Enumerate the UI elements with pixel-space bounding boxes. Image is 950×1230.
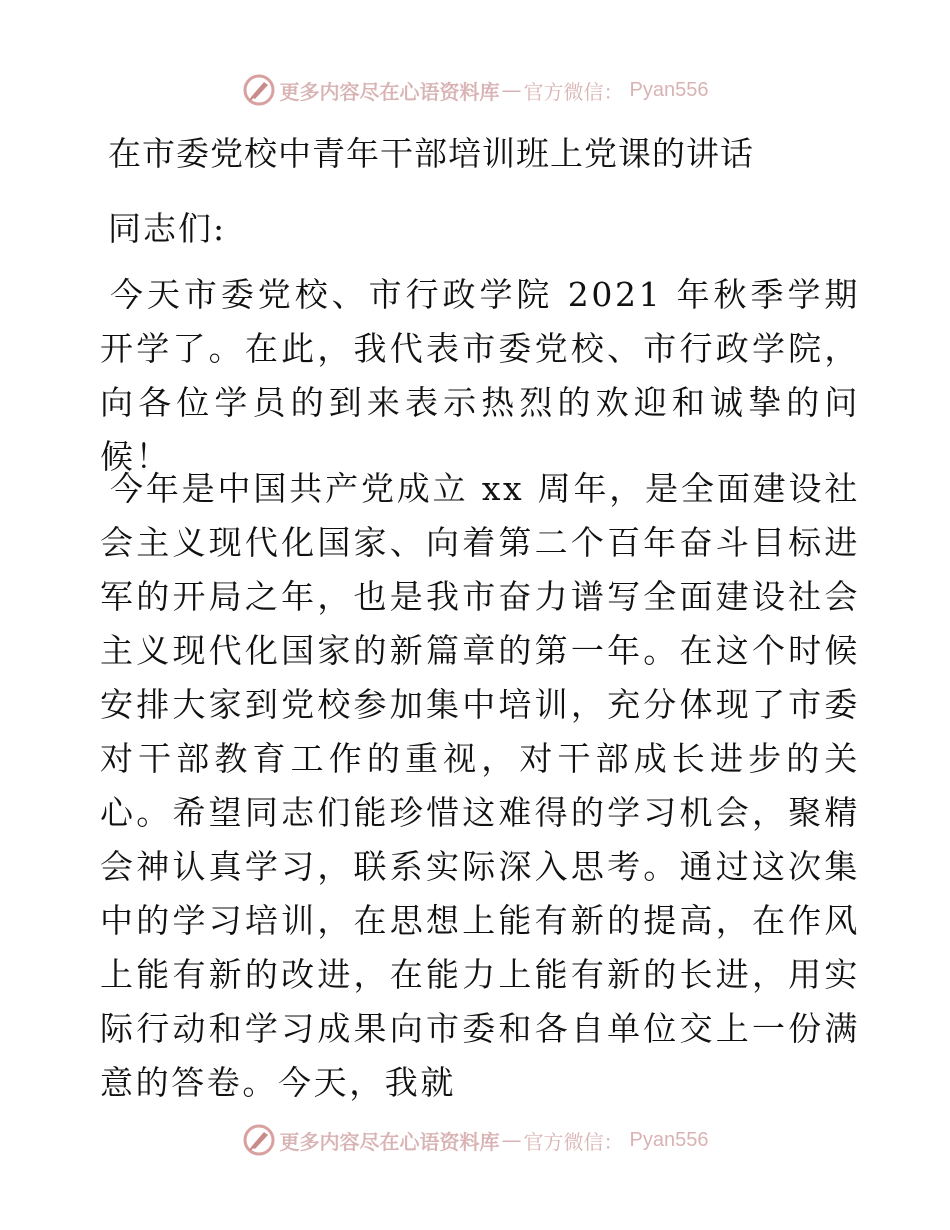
- header-watermark: [0, 68, 950, 112]
- paragraph-2: 今年是中国共产党成立 xx 周年，是全面建设社会主义现代化国家、向着第二个百年奋斗目标进军的开局之年，也是我市奋力谱写全面建设社会主义现代化国家的新篇章的第一年。在这个时候安排大家到党校参加集中培训，充分体现了市委对干部教育工作的重视，对干部成长进步的关心。希望同志们能珍惜这难得的学习机会，聚精会神认真学习，联系实际深入思考。通过这次集中的学习培训，在思想上能有新的提高，在作风上能有新的改进，在能力上能有新的长进，用实际行动和学习成果向市委和各自单位交上一份满意的答卷。今天，我就: [100, 469, 860, 1102]
- document-title: 在市委党校中青年干部培训班上党课的讲话: [108, 134, 754, 173]
- watermark-handle: Pyan556: [629, 1128, 709, 1151]
- quill-logo-icon: [242, 1123, 276, 1157]
- watermark-site-text: 更多内容尽在心语资料库: [279, 79, 500, 104]
- footer-watermark: [0, 1118, 950, 1162]
- watermark-official-label: 官方微信：: [523, 79, 624, 104]
- watermark-separator: —: [501, 78, 522, 102]
- paragraph-1: 今天市委党校、市行政学院 2021 年秋季学期开学了。在此，我代表市委党校、市行政学院，向各位学员的到来表示热烈的欢迎和诚挚的问候！: [100, 275, 860, 476]
- quill-logo-icon: [242, 73, 276, 107]
- salutation: 同志们:: [108, 209, 227, 248]
- watermark-official-label: 官方微信：: [523, 1129, 624, 1154]
- watermark-separator: —: [501, 1128, 522, 1152]
- watermark-site-text: 更多内容尽在心语资料库: [279, 1129, 500, 1154]
- watermark-handle: Pyan556: [629, 78, 709, 101]
